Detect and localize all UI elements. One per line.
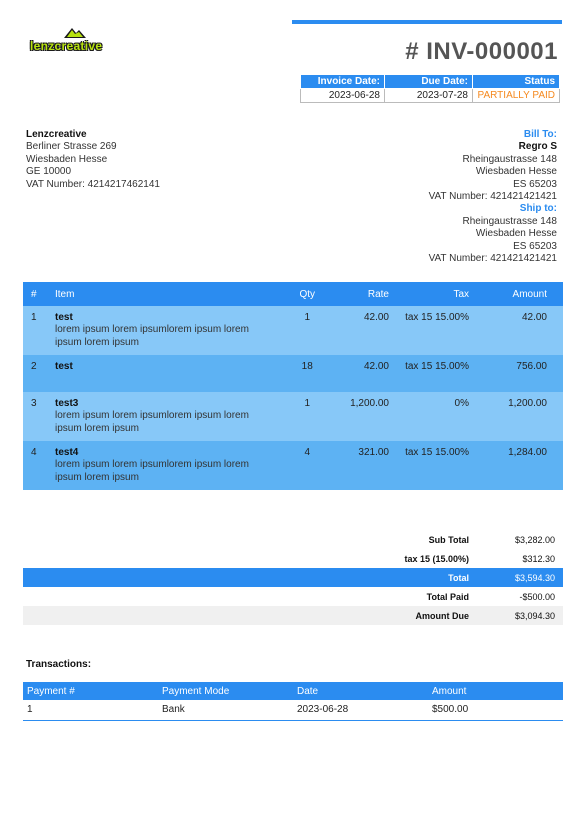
bill-to-label: Bill To: xyxy=(523,129,557,140)
bill-to-city: Wiesbaden Hesse xyxy=(475,166,557,178)
col-header-qty: Qty xyxy=(269,282,323,306)
subtotal-row xyxy=(23,530,563,549)
item-amount: 42.00 xyxy=(477,306,563,355)
item-tax: tax 15 15.00% xyxy=(397,441,477,490)
item-name: test4 xyxy=(55,447,79,458)
trans-payment-mode: Bank xyxy=(158,700,293,720)
item-rate: 42.00 xyxy=(323,306,397,355)
item-rate: 42.00 xyxy=(323,355,397,392)
bill-to-street: Rheingaustrasse 148 xyxy=(462,153,557,165)
item-amount: 756.00 xyxy=(477,355,563,392)
bill-to-zip: ES 65203 xyxy=(513,178,557,190)
items-table xyxy=(23,282,563,490)
table-row xyxy=(23,355,563,392)
seller-city: Wiesbaden Hesse xyxy=(26,153,108,165)
bill-to-vat: VAT Number: 421421421421 xyxy=(428,191,557,203)
item-num: 3 xyxy=(23,392,47,441)
seller-street: Berliner Strasse 269 xyxy=(26,141,117,153)
item-name: test xyxy=(55,312,73,323)
item-qty: 18 xyxy=(269,355,323,392)
trans-header-payment-mode: Payment Mode xyxy=(158,682,293,700)
seller-address xyxy=(26,129,160,191)
item-qty: 1 xyxy=(269,392,323,441)
col-header-amount: Amount xyxy=(477,282,563,306)
amount-due-row xyxy=(23,606,563,625)
ship-to-zip: ES 65203 xyxy=(513,240,557,252)
header-accent-bar xyxy=(292,20,562,24)
totals-table xyxy=(23,530,563,625)
status-header: Status xyxy=(473,75,560,89)
item-rate: 1,200.00 xyxy=(323,392,397,441)
amount-due-label: Amount Due xyxy=(23,606,477,625)
col-header-num: # xyxy=(23,282,47,306)
item-name: test xyxy=(55,361,73,372)
trans-date: 2023-06-28 xyxy=(293,700,428,720)
due-date-header: Due Date: xyxy=(385,75,473,89)
ship-to-vat: VAT Number: 421421421421 xyxy=(428,253,557,265)
item-num: 2 xyxy=(23,355,47,392)
tax-label: tax 15 (15.00%) xyxy=(404,553,469,564)
seller-vat: VAT Number: 4214217462141 xyxy=(26,178,160,190)
item-amount: 1,284.00 xyxy=(477,441,563,490)
status-badge: PARTIALLY PAID xyxy=(473,89,560,103)
table-row xyxy=(23,700,563,720)
ship-to-label: Ship to: xyxy=(519,203,557,215)
ship-to-city: Wiesbaden Hesse xyxy=(475,228,557,240)
table-row xyxy=(23,441,563,490)
seller-name: Lenzcreative xyxy=(26,129,87,140)
item-name: test3 xyxy=(55,398,79,409)
subtotal-label: Sub Total xyxy=(428,534,469,545)
subtotal-value: $3,282.00 xyxy=(514,534,555,545)
total-row xyxy=(23,568,563,587)
total-label: Total xyxy=(23,568,477,587)
col-header-tax: Tax xyxy=(397,282,477,306)
trans-header-payment-num: Payment # xyxy=(23,682,158,700)
col-header-rate: Rate xyxy=(323,282,397,306)
tax-row xyxy=(23,549,563,568)
mountain-logo-icon xyxy=(64,26,86,38)
amount-due-value: $3,094.30 xyxy=(477,606,563,625)
invoice-date-value: 2023-06-28 xyxy=(301,89,385,103)
paid-label: Total Paid xyxy=(426,591,469,602)
invoice-date-header: Invoice Date: xyxy=(301,75,385,89)
item-description: lorem ipsum lorem ipsumlorem ipsum lorem ipsum lorem ipsum xyxy=(55,410,249,434)
item-amount: 1,200.00 xyxy=(477,392,563,441)
paid-row xyxy=(23,587,563,606)
item-qty: 1 xyxy=(269,306,323,355)
seller-zip: GE 10000 xyxy=(26,166,72,178)
company-logo xyxy=(30,26,122,54)
trans-payment-num: 1 xyxy=(23,700,158,720)
item-description: lorem ipsum lorem ipsumlorem ipsum lorem ipsum lorem ipsum xyxy=(55,459,249,483)
paid-value: -$500.00 xyxy=(519,591,555,602)
transactions-table xyxy=(23,682,563,721)
item-description: lorem ipsum lorem ipsumlorem ipsum lorem ipsum lorem ipsum xyxy=(55,324,249,348)
item-tax: tax 15 15.00% xyxy=(397,355,477,392)
trans-header-date: Date xyxy=(293,682,428,700)
item-qty: 4 xyxy=(269,441,323,490)
item-tax: tax 15 15.00% xyxy=(397,306,477,355)
logo-text: lenzcreative xyxy=(30,39,103,53)
bill-to-name: Regro S xyxy=(518,141,557,153)
invoice-number: # INV-000001 xyxy=(405,38,558,65)
buyer-address xyxy=(429,129,557,265)
transactions-title: Transactions: xyxy=(26,659,92,670)
item-num: 4 xyxy=(23,441,47,490)
ship-to-street: Rheingaustrasse 148 xyxy=(462,215,557,227)
trans-header-amount: Amount xyxy=(428,682,563,700)
item-rate: 321.00 xyxy=(323,441,397,490)
invoice-meta-table xyxy=(300,74,560,103)
total-value: $3,594.30 xyxy=(477,568,563,587)
tax-value: $312.30 xyxy=(522,553,555,564)
trans-amount: $500.00 xyxy=(428,700,563,720)
table-row xyxy=(23,306,563,355)
col-header-item: Item xyxy=(47,282,269,306)
item-tax: 0% xyxy=(397,392,477,441)
due-date-value: 2023-07-28 xyxy=(385,89,473,103)
table-row xyxy=(23,392,563,441)
item-num: 1 xyxy=(23,306,47,355)
